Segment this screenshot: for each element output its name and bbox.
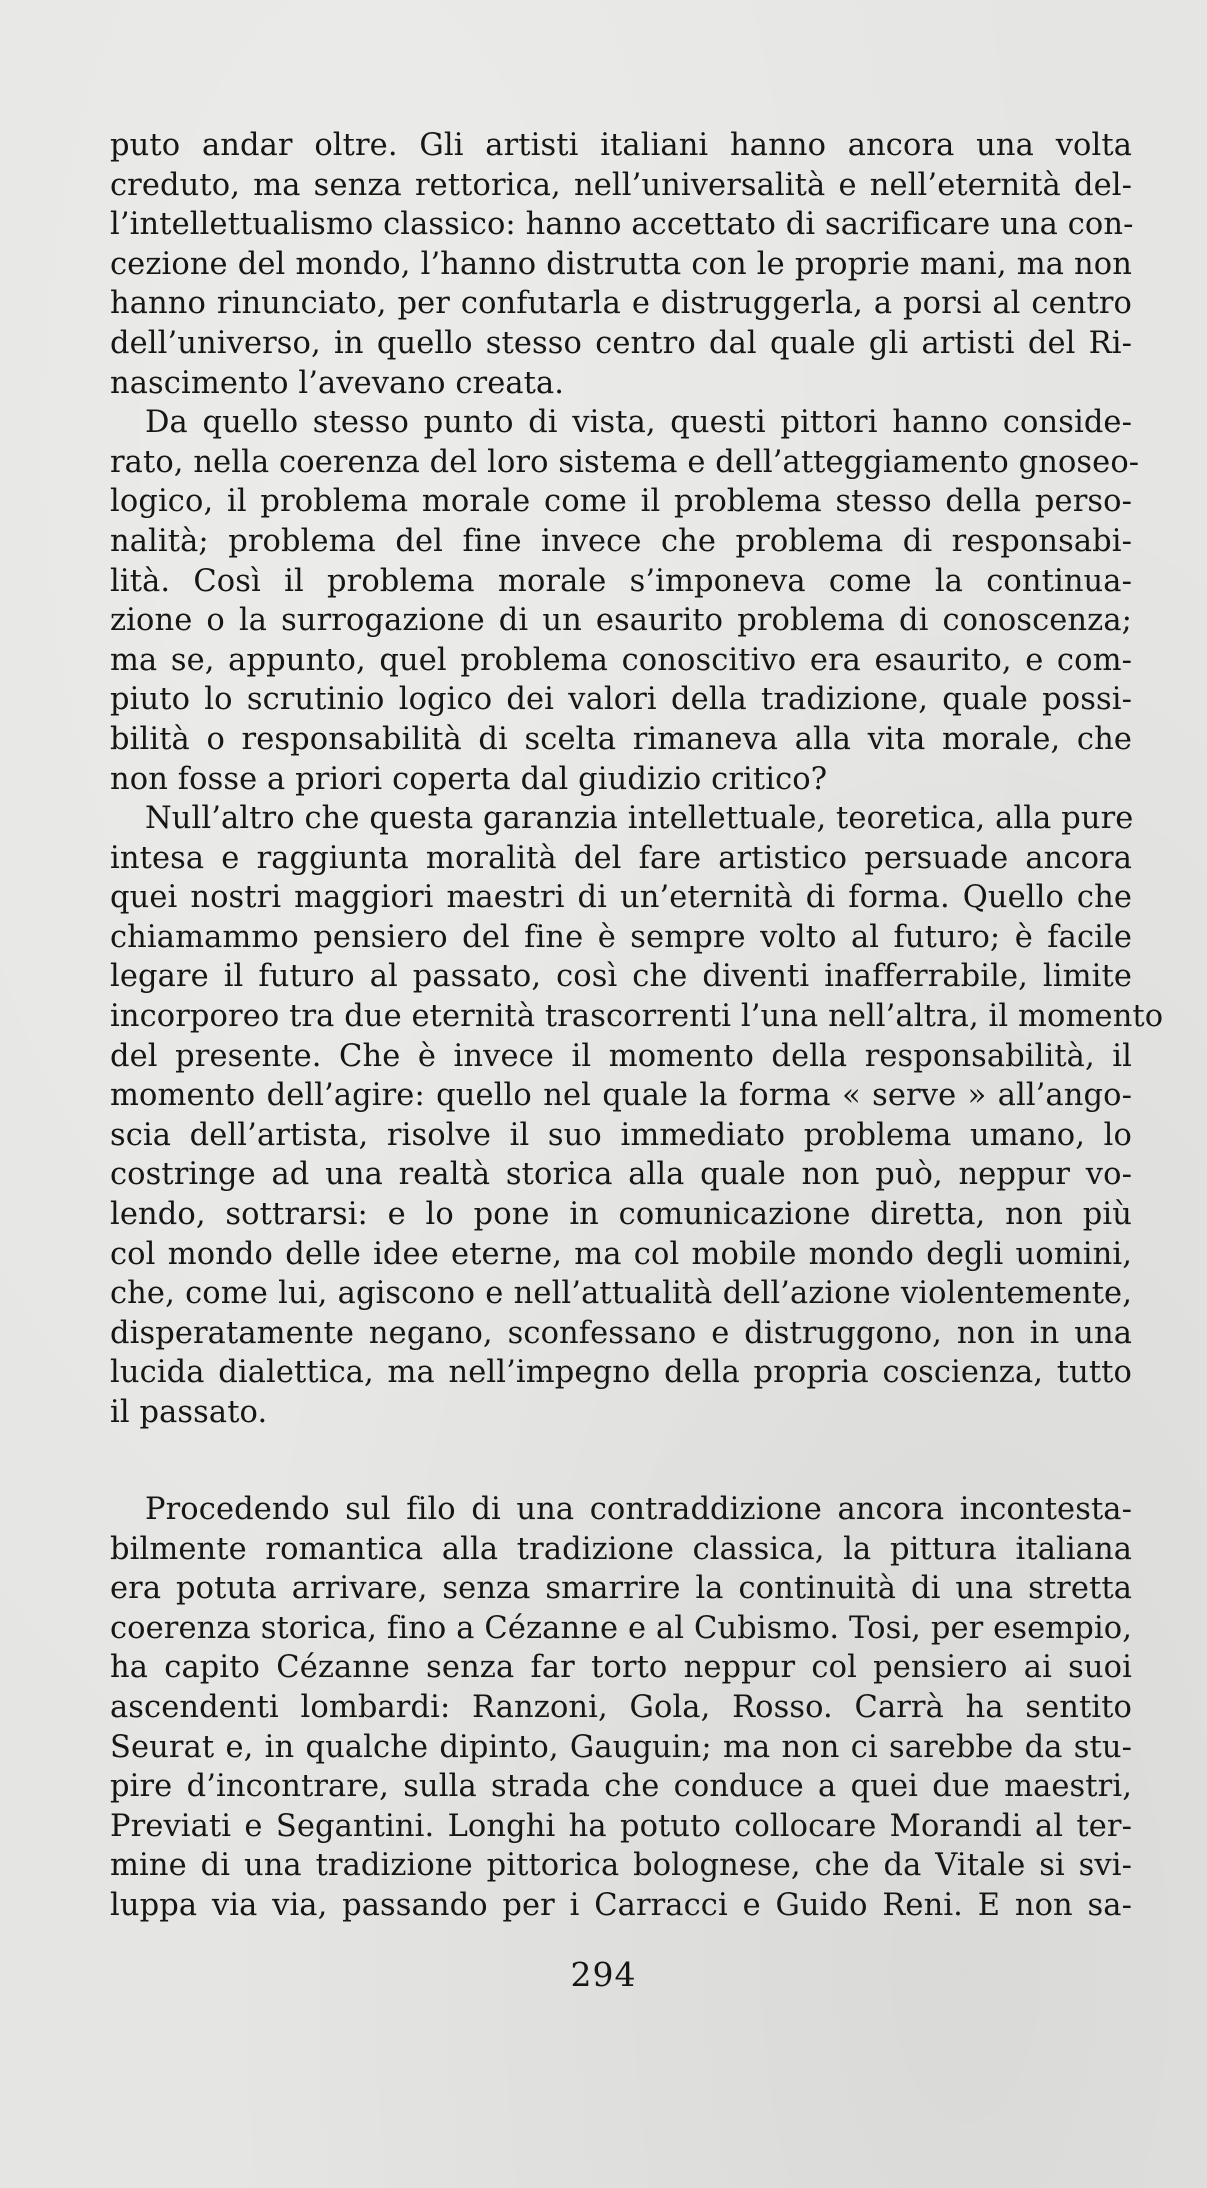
text-line: incorporeo tra due eternità trascorrenti l’una nell’altra, il momento <box>110 999 1164 1035</box>
paragraph <box>110 403 1140 799</box>
text-line: ma se, appunto, quel problema conoscitivo era esaurito, e com- <box>110 642 1132 678</box>
text-line: quei nostri maggiori maestri di un’eternità di forma. Quello che <box>110 880 1132 916</box>
text-line: costringe ad una realtà storica alla quale non può, neppur vo- <box>110 1157 1132 1193</box>
text-line: piuto lo scrutinio logico dei valori della tradizione, quale possi- <box>110 682 1132 718</box>
text-line: coerenza storica, fino a Cézanne e al Cubismo. Tosi, per esempio, <box>110 1610 1132 1646</box>
text-line: bilmente romantica alla tradizione classica, la pittura italiana <box>110 1531 1132 1567</box>
text-line: momento dell’agire: quello nel quale la forma « serve » all’ango- <box>110 1078 1132 1114</box>
text-line: logico, il problema morale come il problema stesso della perso- <box>110 484 1132 520</box>
text-line: pire d’incontrare, sulla strada che conduce a quei due maestri, <box>110 1769 1132 1805</box>
text-line: nalità; problema del fine invece che problema di responsabi- <box>110 523 1132 559</box>
text-line: puto andar oltre. Gli artisti italiani hanno ancora una volta <box>110 128 1132 163</box>
text-line: del presente. Che è invece il momento della responsabilità, il <box>110 1038 1132 1074</box>
text-line: nascimento l’avevano creata. <box>110 365 565 401</box>
paragraph <box>110 799 1164 1433</box>
page-number: 294 <box>570 1955 637 1994</box>
text-line: luppa via via, passando per i Carracci e Guido Reni. E non sa- <box>110 1887 1132 1923</box>
paragraph <box>110 126 1132 403</box>
text-line: creduto, ma senza rettorica, nell’universalità e nell’eternità del- <box>110 167 1132 203</box>
text-line: zione o la surrogazione di un esaurito problema di conoscenza; <box>110 603 1132 639</box>
text-block-lower <box>110 1490 1132 1926</box>
text-line: mine di una tradizione pittorica bolognese, che da Vitale si svi- <box>110 1848 1132 1884</box>
text-block-upper <box>110 126 1164 1433</box>
text-line: Da quello stesso punto di vista, questi pittori hanno conside- <box>145 405 1132 441</box>
text-line: era potuta arrivare, senza smarrire la continuità di una stretta <box>110 1571 1132 1607</box>
text-line: lendo, sottrarsi: e lo pone in comunicazione diretta, non più <box>110 1197 1132 1233</box>
text-line: Null’altro che questa garanzia intellettuale, teoretica, alla pure <box>145 801 1134 837</box>
text-line: l’intellettualismo classico: hanno accettato di sacrificare una con- <box>110 207 1134 243</box>
paragraph <box>110 1490 1132 1926</box>
text-line: lità. Così il problema morale s’imponeva come la continua- <box>110 563 1132 599</box>
text-line: ascendenti lombardi: Ranzoni, Gola, Rosso. Carrà ha sentito <box>110 1689 1132 1725</box>
text-line: cezione del mondo, l’hanno distrutta con le proprie mani, ma non <box>110 246 1132 282</box>
text-line: non fosse a priori coperta dal giudizio critico? <box>110 761 828 797</box>
text-line: lucida dialettica, ma nell’impegno della propria coscienza, tutto <box>110 1355 1132 1391</box>
text-line: scia dell’artista, risolve il suo immediato problema umano, lo <box>110 1117 1132 1153</box>
text-line: intesa e raggiunta moralità del fare artistico persuade ancora <box>110 840 1132 876</box>
text-line: che, come lui, agiscono e nell’attualità dell’azione violentemente, <box>110 1276 1132 1312</box>
text-line: Procedendo sul filo di una contraddizione ancora incontesta- <box>145 1492 1132 1527</box>
text-line: col mondo delle idee eterne, ma col mobile mondo degli uomini, <box>110 1236 1132 1272</box>
text-line: ha capito Cézanne senza far torto neppur col pensiero ai suoi <box>110 1650 1132 1686</box>
text-line: Previati e Segantini. Longhi ha potuto collocare Morandi al ter- <box>110 1808 1132 1844</box>
text-line: legare il futuro al passato, così che diventi inafferrabile, limite <box>110 959 1132 995</box>
text-line: hanno rinunciato, per confutarla e distruggerla, a porsi al centro <box>110 286 1132 322</box>
text-line: rato, nella coerenza del loro sistema e dell’atteggiamento gnoseo- <box>110 444 1140 480</box>
text-line: il passato. <box>110 1395 268 1430</box>
text-line: Seurat e, in qualche dipinto, Gauguin; ma non ci sarebbe da stu- <box>110 1729 1132 1765</box>
text-line: disperatamente negano, sconfessano e distruggono, non in una <box>110 1315 1132 1351</box>
text-line: bilità o responsabilità di scelta rimaneva alla vita morale, che <box>110 721 1132 757</box>
text-line: chiamammo pensiero del fine è sempre volto al futuro; è facile <box>110 919 1132 955</box>
text-line: dell’universo, in quello stesso centro dal quale gli artisti del Ri- <box>110 325 1132 361</box>
